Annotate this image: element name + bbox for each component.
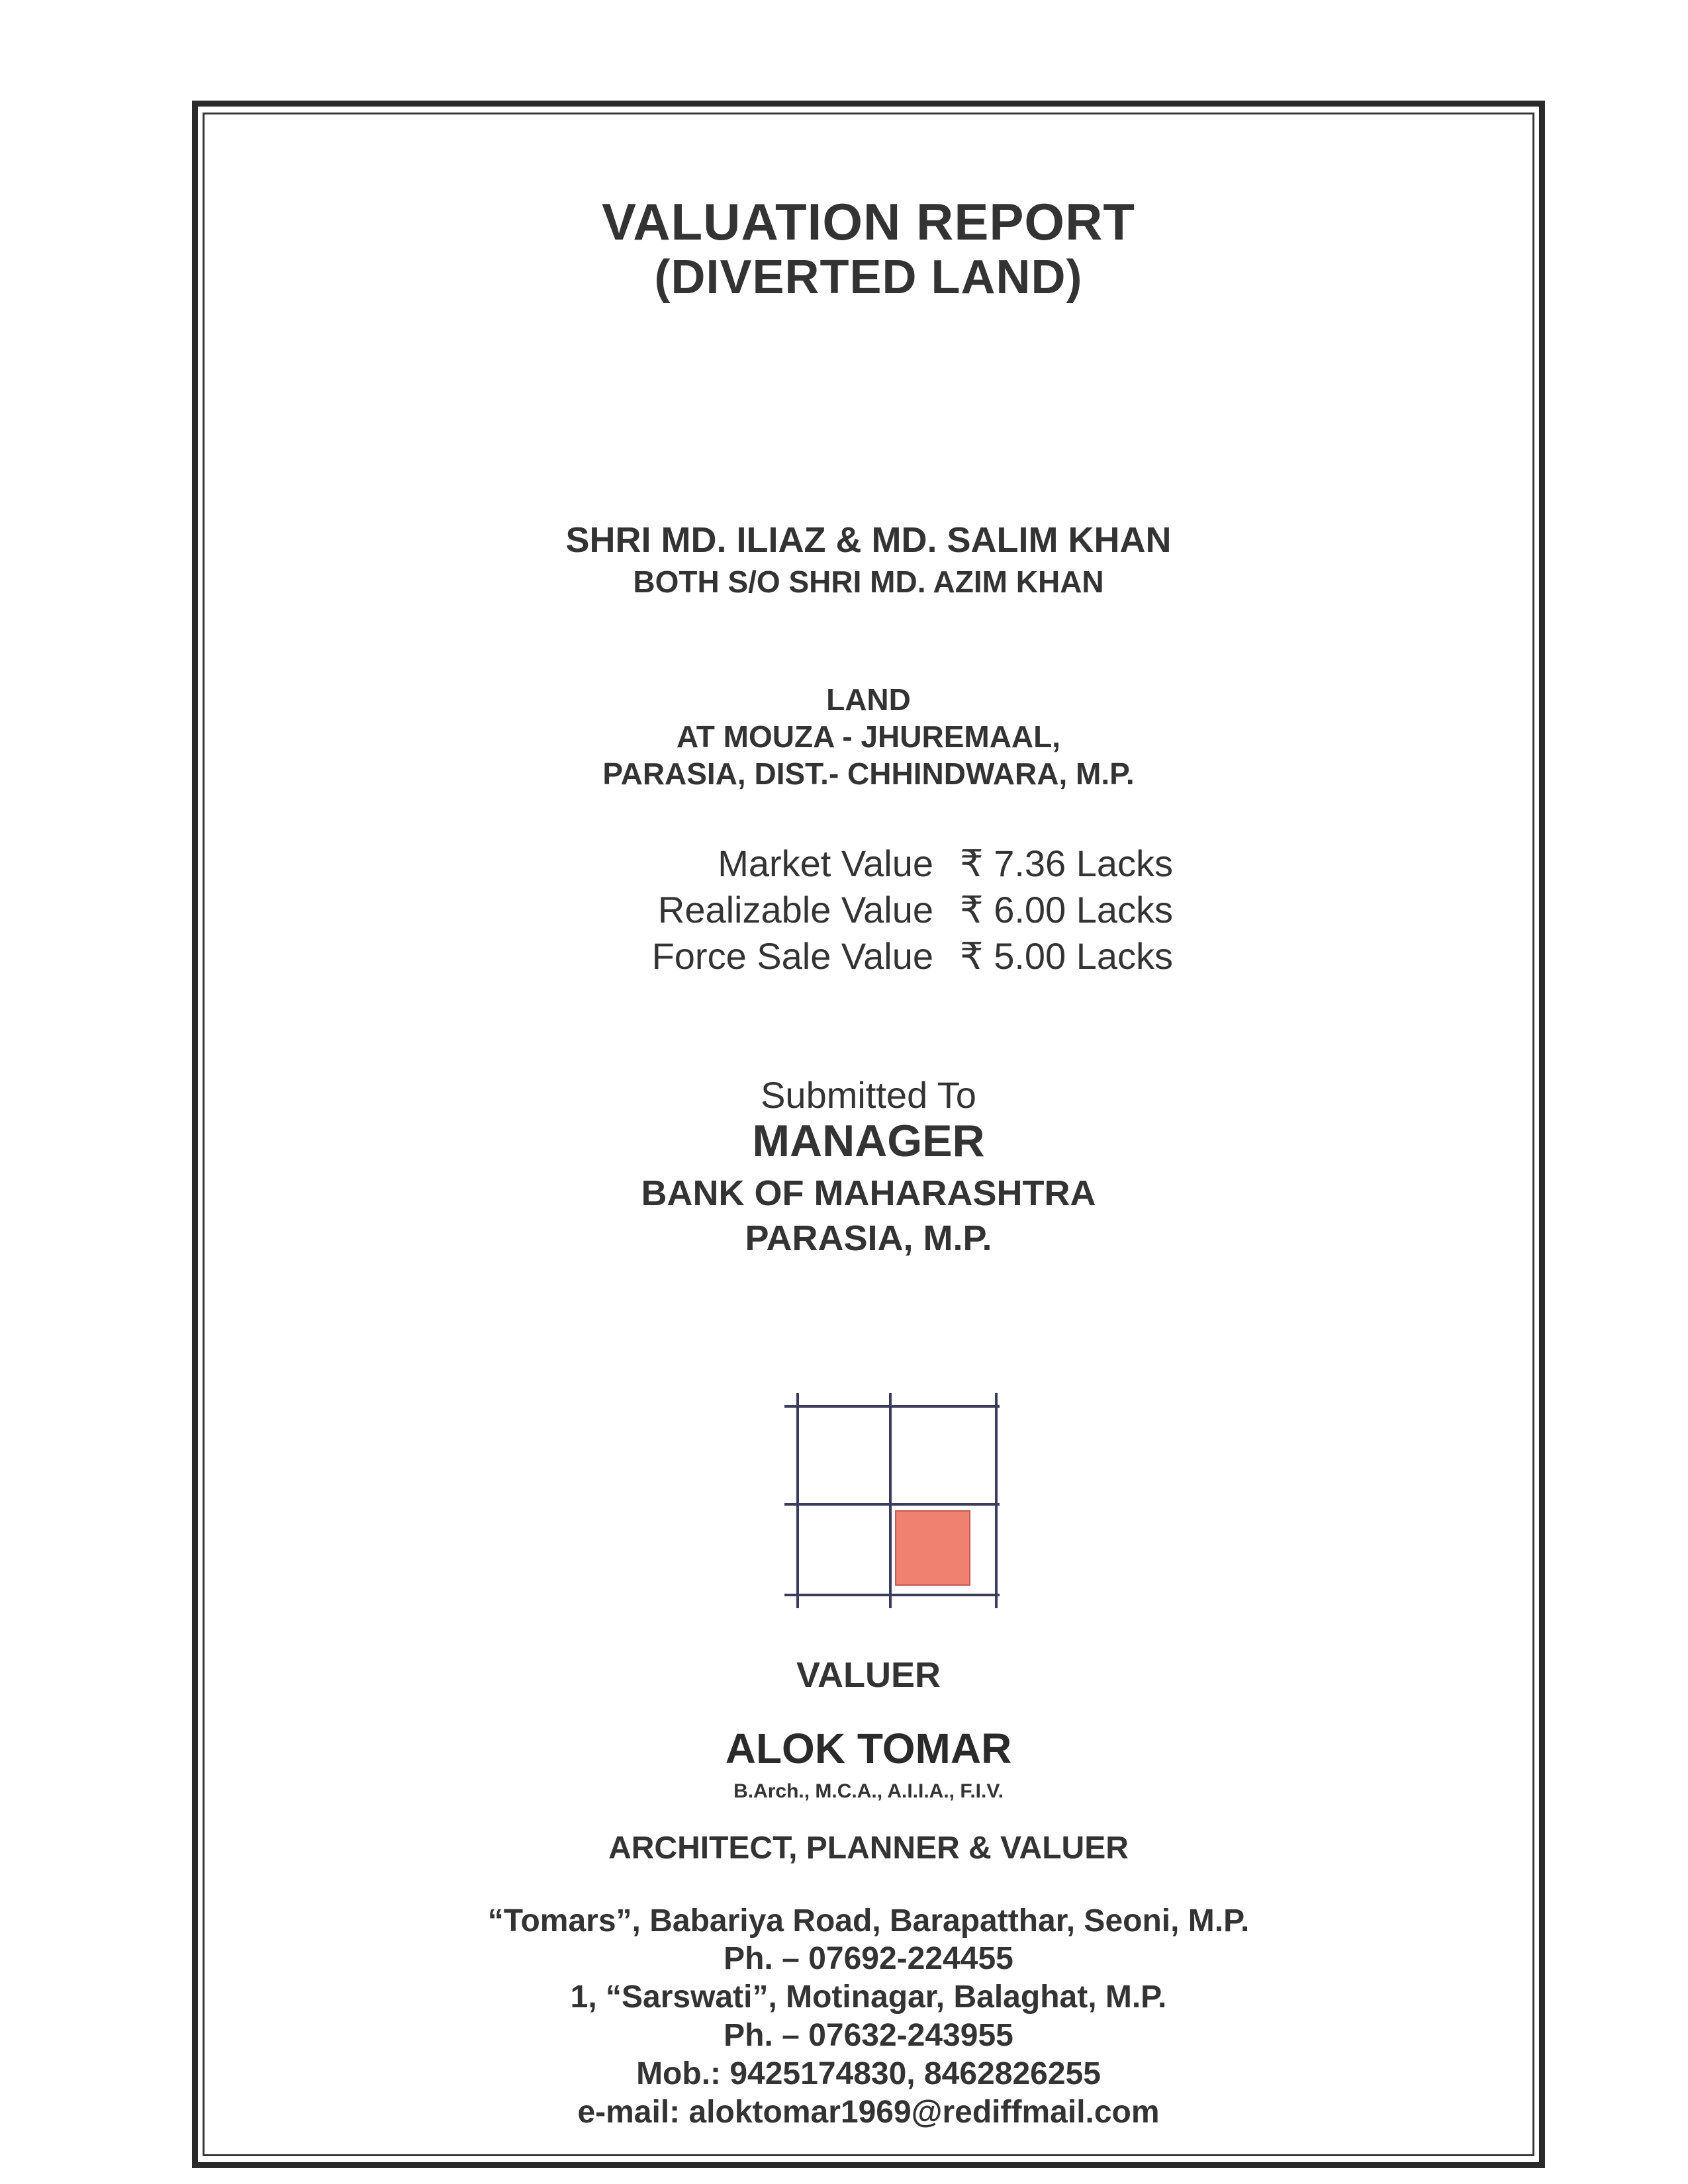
valuation-row-realizable xyxy=(596,888,1251,934)
valuation-label: Force Sale Value xyxy=(651,935,933,977)
mobile-numbers: Mob.: 9425174830, 8462826255 xyxy=(636,2056,1101,2091)
report-subtitle: (DIVERTED LAND) xyxy=(654,251,1083,304)
valuer-name: ALOK TOMAR xyxy=(725,1725,1012,1772)
property-location-line2: PARASIA, DIST.- CHHINDWARA, M.P. xyxy=(602,756,1135,791)
valuation-row-force-sale xyxy=(596,934,1251,981)
valuer-profession: ARCHITECT, PLANNER & VALUER xyxy=(608,1831,1129,1866)
report-title: VALUATION REPORT xyxy=(601,193,1136,251)
bank-name: BANK OF MAHARASHTRA xyxy=(641,1173,1096,1213)
valuation-table xyxy=(596,842,1251,981)
phone-seoni: Ph. – 07692-224455 xyxy=(724,1941,1013,1976)
address-balaghat: 1, “Sarswati”, Motinagar, Balaghat, M.P. xyxy=(570,1979,1167,2015)
grid-logo-icon xyxy=(778,1393,1003,1612)
bank-branch: PARASIA, M.P. xyxy=(745,1218,992,1258)
valuation-label: Market Value xyxy=(718,842,933,884)
email-address: e-mail: aloktomar1969@rediffmail.com xyxy=(577,2095,1160,2130)
phone-balaghat: Ph. – 07632-243955 xyxy=(724,2018,1013,2053)
recipient-title: MANAGER xyxy=(752,1116,985,1166)
valuation-amount: ₹ 7.36 Lacks xyxy=(960,842,1174,884)
property-location-line1: AT MOUZA - JHUREMAAL, xyxy=(676,719,1061,754)
address-seoni: “Tomars”, Babariya Road, Barapatthar, Seoni, M.P. xyxy=(487,1903,1250,1938)
valuation-amount: ₹ 6.00 Lacks xyxy=(960,889,1174,931)
owner-names: SHRI MD. ILIAZ & MD. SALIM KHAN xyxy=(565,520,1172,560)
valuation-label: Realizable Value xyxy=(657,889,933,931)
valuer-qualifications: B.Arch., M.C.A., A.I.I.A., F.I.V. xyxy=(733,1780,1004,1802)
property-type: LAND xyxy=(826,682,911,717)
valuation-amount: ₹ 5.00 Lacks xyxy=(960,935,1174,977)
submitted-to-label: Submitted To xyxy=(761,1074,976,1116)
valuer-heading: VALUER xyxy=(796,1655,941,1695)
valuation-row-market xyxy=(596,842,1251,888)
owner-relation: BOTH S/O SHRI MD. AZIM KHAN xyxy=(633,565,1104,599)
